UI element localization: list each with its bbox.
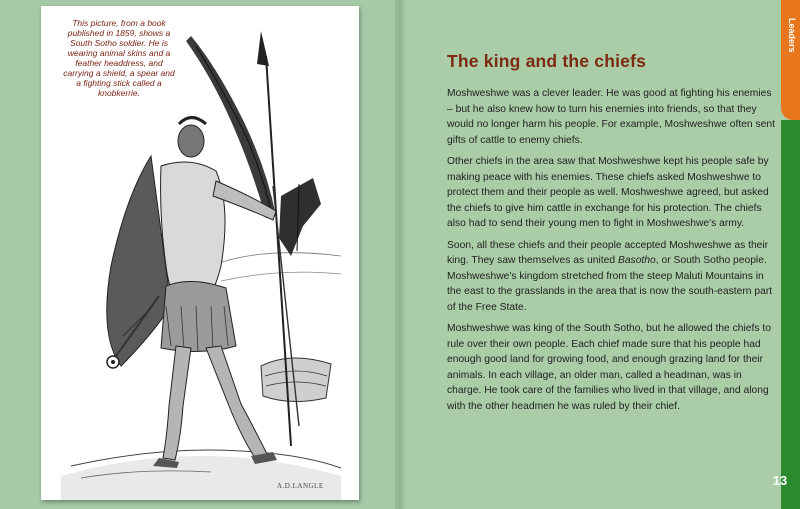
section-heading: The king and the chiefs xyxy=(447,51,647,71)
illustration-card xyxy=(41,6,359,500)
page-edge-strip xyxy=(781,120,800,509)
illustration-caption: This picture, from a book published in 1859, shows a South Sotho soldier. He is wearing animal skins and a feather headdress, and carrying a shield, a spear and a fighting stick called a knobkerrie. xyxy=(63,18,175,98)
paragraph-3 xyxy=(447,238,777,316)
paragraph-3-emphasis: Basotho xyxy=(617,255,656,266)
paragraph-1: Moshweshwe was a clever leader. He was good at fighting his enemies – but he also knew how to turn his enemies into friends, so that they would no longer harm his people. For example, Moshweshwe often sent gifts of cattle to enemy chiefs. xyxy=(447,88,775,146)
paragraph-4: Moshweshwe was king of the South Sotho, but he allowed the chiefs to rule over their own people. Each chief made sure that his people had enough good land for growing food, and enough grazing land for their animals. In each village, an older man, called a headman, was in charge. He took care of the families who lived in that village, and along with the other headmen he was ruled by their chief. xyxy=(447,323,771,412)
artist-signature: A.D.LANGLE xyxy=(277,482,324,490)
page-gutter xyxy=(395,0,405,509)
paragraph-2: Other chiefs in the area saw that Moshweshwe kept his people safe by making peace with his enemies. These chiefs asked Moshweshwe to protect them and their people as well. Moshweshwe agreed, but asked the chiefs to give him cattle in exchange for his protection. The chiefs also had to send their young men to fight in Moshweshwe's army. xyxy=(447,156,769,229)
page-number: 13 xyxy=(772,473,788,488)
paragraph-3-end: , or South Sotho people. Moshweshwe's kingdom stretched from the steep Maluti Mountains in the east to the grasslands in the area that is now the south-eastern part of the Free State. xyxy=(447,255,773,313)
body-text xyxy=(447,86,777,420)
paragraph-3-start: Soon, all these chiefs and their people accepted Moshweshwe as their king. They saw themselves as united xyxy=(447,239,769,266)
section-tab-label: Leaders xyxy=(787,18,797,53)
